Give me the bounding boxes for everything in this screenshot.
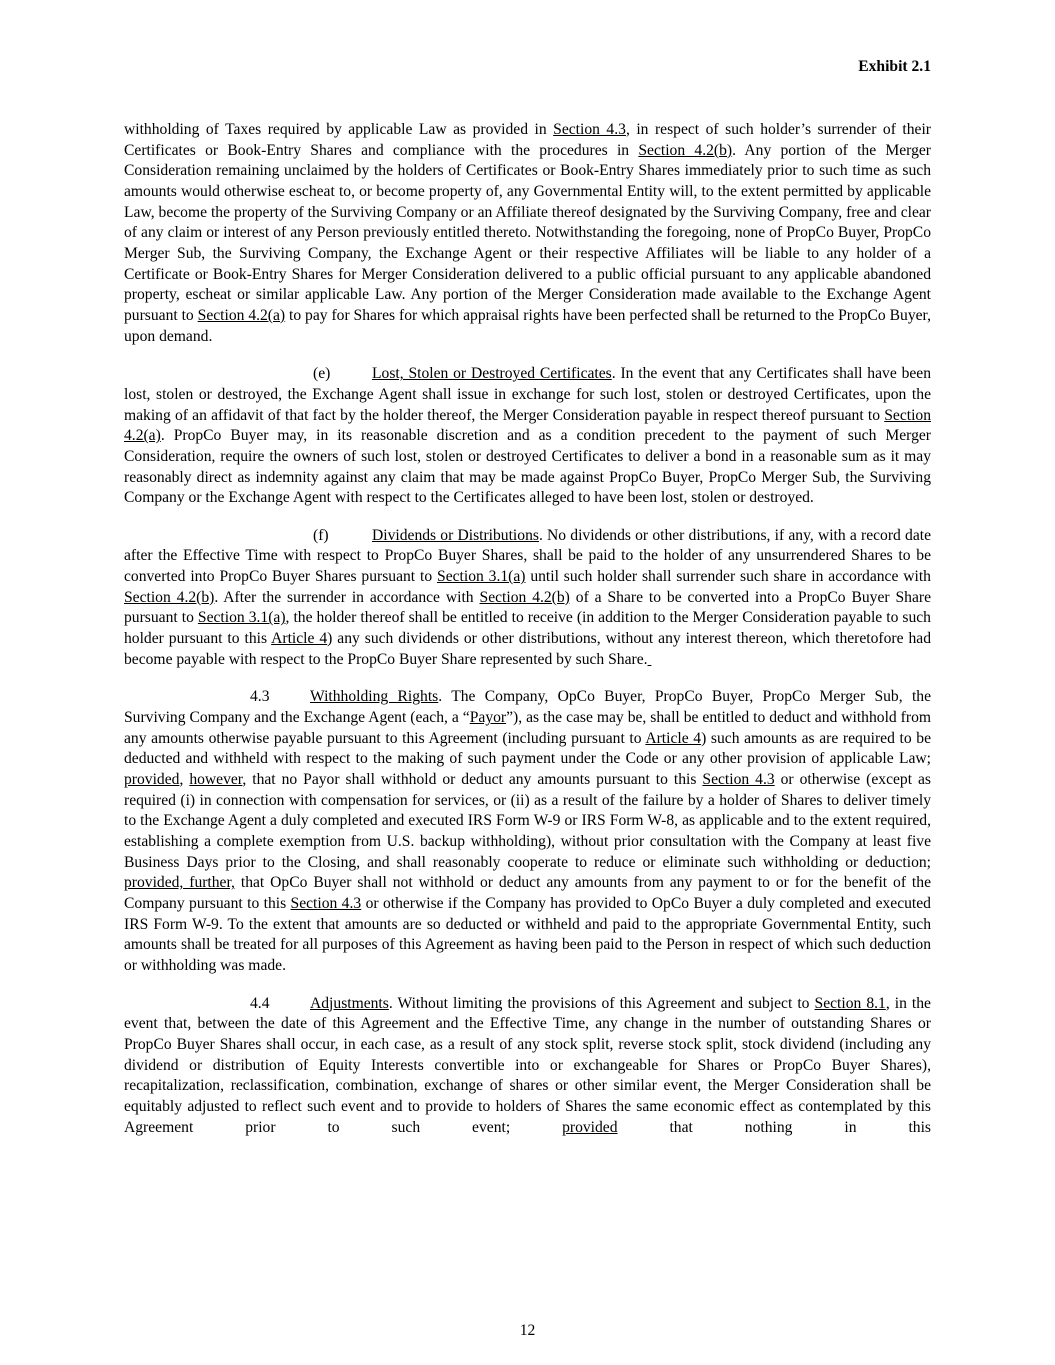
paragraph-text: that OpCo Buyer shall not withhold or deduct any amounts from any payment to or for the benefit of the Company pursuant to this — [124, 874, 931, 912]
paragraph-text: ) any such dividends or other distributions, without any interest thereon, which theretofore had become payable with respect to the PropCo Buyer Share represented by such Share. — [124, 630, 931, 668]
underlined-reference: Lost, Stolen or Destroyed Certificates — [372, 365, 612, 383]
underlined-reference: Article 4 — [645, 729, 702, 747]
paragraph-text: ”), as the case may be, shall be entitled to deduct and withhold from any amounts otherwise payable pursuant to this Agreement (including pursuant to — [124, 709, 931, 747]
paragraph-text: , in the event that, between the date of this Agreement and the Effective Time, any change in the number of outstanding Shares or PropCo Buyer Shares shall occur, in each case, as a result of any stock split, reverse stock split, stock dividend (including any dividend or distribution of Equity Interests convertible into or exchangeable for Shares or PropCo Buyer Shares), recapitalization, reclassification, combination, exchange of shares or other similar event, the Merger Consideration shall be equitably adjusted to reflect such event and to provide to holders of Shares the same economic effect as contemplated by this Agreement prior to such event; — [124, 994, 931, 1136]
underlined-reference: provided, further, — [124, 874, 235, 892]
underlined-reference: provided — [124, 771, 180, 789]
section-number: 4.3 — [250, 688, 270, 706]
paragraph-text: or otherwise if the Company has provided to OpCo Buyer a duly completed and executed IRS Form W-9. To the extent that amounts are so deducted or withheld and paid to the appropriate Governmental Entity, such amounts shall be treated for all purposes of this Agreement as having been paid to the Person in respect of which such deduction or withholding was made. — [124, 894, 931, 974]
section-number: (f) — [313, 526, 329, 544]
page-number: 12 — [519, 1322, 536, 1339]
paragraph-text: , that no Payor shall withhold or deduct any amounts pursuant to this — [242, 771, 703, 789]
paragraph-text: . In the event that any Certificates shall have been lost, stolen or destroyed, the Exchange Agent shall issue in exchange for such lost, stolen or destroyed Certificates, upon the making of an affidavit of that fact by the holder thereof, the Merger Consideration payable in respect thereof pursuant to — [124, 365, 932, 424]
underlined-reference: Section 4.3 — [702, 771, 775, 789]
paragraph-text: to pay for Shares for which appraisal rights have been perfected shall be returned to the PropCo Buyer, upon demand. — [124, 306, 932, 345]
underlined-reference: Article 4 — [271, 630, 328, 648]
paragraph-text: . Any portion of the Merger Consideration remaining unclaimed by the holders of Certificates or Book-Entry Shares immediately prior to such time as such amounts would otherwise escheat to, or become property of, any Governmental Entity will, to the extent permitted by applicable Law, become the property of the Surviving Company or an Affiliate thereof designated by the Surviving Company, free and clear of any claim or interest of any Person previously entitled thereto. Notwithstanding the foregoing, none of PropCo Buyer, PropCo Merger Sub, the Surviving Company, the Exchange Agent or their respective Affiliates will be liable to any holder of a Certificate or Book-Entry Shares for Merger Consideration delivered to a public official pursuant to any applicable abandoned property, escheat or similar applicable Law. Any portion of the Merger Consideration made available to the Exchange Agent pursuant to — [124, 141, 931, 324]
underlined-reference: Section 4.2(b) — [479, 588, 570, 606]
paragraph-text: . After the surrender in accordance with — [214, 588, 480, 606]
underlined-reference: Section 3.1(a) — [197, 609, 286, 627]
underlined-reference: Dividends or Distributions — [372, 526, 539, 544]
underlined-reference: Adjustments — [310, 994, 389, 1012]
underlined-reference: Section 4.2(b) — [124, 588, 215, 606]
section-number: (e) — [313, 365, 331, 383]
paragraph-text: . Without limiting the provisions of this Agreement and subject to — [388, 994, 815, 1012]
paragraph-text: ) such amounts as are required to be deducted and withheld with respect to the making of such payment under the Code or any other provision of applicable Law; — [124, 729, 931, 768]
paragraph-text: of a Share to be converted into a PropCo Buyer Share pursuant to — [124, 588, 931, 627]
underlined-reference: Section 3.1(a) — [437, 568, 526, 586]
paragraph-text: until such holder shall surrender such share in accordance with — [525, 568, 931, 586]
paragraph-text: . PropCo Buyer may, in its reasonable discretion and as a condition precedent to the payment of such Merger Consideration, require the owners of such lost, stolen or destroyed Certificates to deliver a bond in a reasonable sum as it may reasonably direct as indemnity against any claim that may be made against PropCo Buyer, PropCo Merger Sub, the Surviving Company or the Exchange Agent with respect to the Certificates alleged to have been lost, stolen or destroyed. — [124, 427, 931, 507]
underlined-reference: Section 4.3 — [553, 121, 626, 138]
paragraph-text: , in respect of such holder’s surrender of their Certificates or Book-Entry Shares and compliance with the procedures in — [124, 121, 931, 159]
underlined-reference: provided — [562, 1118, 618, 1136]
underlined-reference: Section 4.2(b) — [638, 141, 733, 159]
paragraph-text: that nothing in this — [617, 1118, 931, 1136]
paragraph-text: . The Company, OpCo Buyer, PropCo Buyer, PropCo Merger Sub, the Surviving Company and the Exchange Agent (each, a “ — [124, 688, 931, 727]
paragraph — [124, 994, 931, 1139]
underlined-reference — [648, 651, 652, 668]
paragraph — [124, 687, 931, 976]
paragraph-text: . No dividends or other distributions, if any, with a record date after the Effective Time with respect to PropCo Buyer Shares, shall be paid to the holder of any unsurrendered Shares to be converted into PropCo Buyer Shares pursuant to — [124, 526, 931, 586]
underlined-reference: Section 4.2(a) — [124, 406, 931, 445]
underlined-reference: Section 8.1 — [814, 994, 886, 1012]
underlined-reference: however — [189, 771, 243, 789]
document-body — [124, 120, 931, 1155]
underlined-reference: Section 4.3 — [290, 894, 362, 912]
paragraph-text: , the holder thereof shall be entitled to receive (in addition to the Merger Consideration payable to such holder pursuant to this — [124, 609, 931, 648]
underlined-reference: Withholding Rights — [310, 688, 439, 706]
paragraph — [124, 364, 931, 509]
paragraph-text: withholding of Taxes required by applicable Law as provided in — [124, 121, 554, 138]
paragraph — [124, 526, 931, 671]
underlined-reference: Section 4.2(a) — [197, 306, 286, 324]
paragraph-text: , — [179, 771, 190, 789]
paragraph-text: or otherwise (except as required (i) in connection with compensation for services, or (ii) as a result of the failure by a holder of Shares to deliver timely to the Exchange Agent a duly completed and executed IRS Form W-9 or IRS Form W-8, as applicable and to the extent required, establishing a complete exemption from U.S. backup withholding), without prior consultation with the Company at least five Business Days prior to the Closing, and shall reasonably cooperate to reduce or eliminate such withholding or deduction; — [124, 771, 931, 871]
paragraph — [124, 120, 931, 347]
underlined-reference: Payor — [469, 709, 507, 727]
section-number: 4.4 — [250, 994, 270, 1012]
exhibit-label: Exhibit 2.1 — [858, 58, 931, 75]
